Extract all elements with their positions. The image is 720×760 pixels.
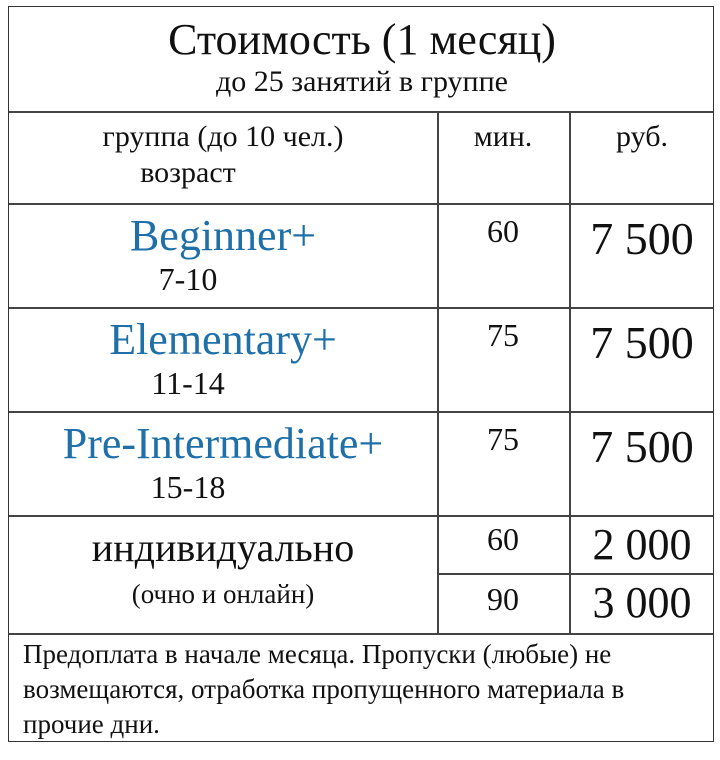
level-age: 11-14 — [151, 365, 225, 401]
level-name: Pre-Intermediate+ — [62, 419, 384, 468]
divider — [569, 111, 571, 633]
row-price: 7 500 — [590, 213, 694, 264]
individual-minutes: 90 — [487, 581, 519, 617]
header-price: руб. — [616, 120, 668, 153]
individual-minutes: 60 — [487, 521, 519, 557]
row-minutes: 75 — [487, 317, 519, 353]
header-age-label: возраст — [140, 156, 236, 189]
individual-price: 2 000 — [592, 520, 692, 569]
divider — [9, 515, 713, 517]
title-main: Стоимость (1 месяц) — [168, 15, 556, 64]
price-table — [8, 6, 714, 742]
divider — [9, 111, 713, 113]
row-price: 7 500 — [590, 421, 694, 472]
header-group — [9, 111, 437, 203]
divider — [9, 411, 713, 413]
header-minutes: мин. — [473, 120, 533, 153]
row-minutes: 60 — [487, 213, 519, 249]
title-sub: до 25 занятий в группе — [215, 65, 508, 98]
individual-note: (очно и онлайн) — [131, 579, 315, 609]
individual-price: 3 000 — [592, 578, 692, 627]
row-minutes: 75 — [487, 421, 519, 457]
divider — [437, 111, 439, 633]
divider — [9, 633, 713, 635]
divider — [9, 307, 713, 309]
level-age: 7-10 — [158, 261, 218, 297]
level-name: Elementary+ — [109, 315, 337, 364]
table-row — [9, 203, 437, 307]
table-row — [9, 307, 437, 411]
divider — [9, 203, 713, 205]
level-name: Beginner+ — [129, 211, 317, 260]
level-age: 15-18 — [150, 469, 226, 505]
header-group-label: группа (до 10 чел.) — [102, 120, 344, 153]
table-title — [9, 7, 715, 111]
footer-note: Предоплата в начале месяца. Пропуски (любые) не возмещаются, отработка пропущенного материала в прочие дни. — [23, 639, 625, 739]
divider — [437, 573, 713, 575]
table-row — [9, 411, 437, 515]
individual-label: индивидуально — [91, 525, 355, 570]
row-price: 7 500 — [590, 317, 694, 368]
individual-row — [9, 515, 437, 633]
